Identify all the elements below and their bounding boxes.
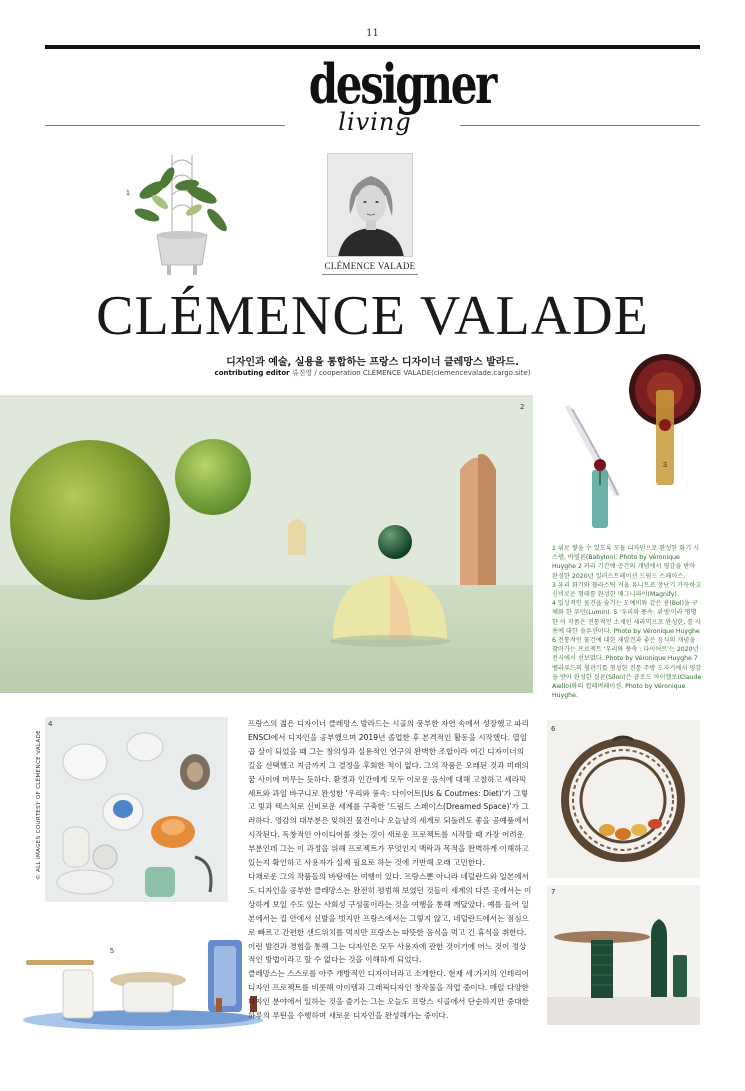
- portrait-caption-rule: [322, 274, 418, 275]
- dreamed-space-illustration: [0, 395, 533, 693]
- body-paragraph-2: 다채로운 그의 작품들의 바탕에는 여행이 있다. 프랑스뿐 아니라 네덜란드와 일본에서도 디자인을 공부한 클레망스는 완전히 평범해 보였던 것들이 세계의 다른 곳에서는 이상하게 보일 수도 있는 사회성 구성물이라는 것을 여행을 통해 깨달았다. 예를 들어 일본에서는 집 안에서 신발을 벗지만 프랑스에서는 그렇지 않고, 네덜란드에서는 점심으로 빠르고 간편한 샌드위치를 먹지만 프랑스는 따뜻한 음식을 먹고 긴 휴식을 취한다. 이런 발견과 경험을 통해 그는 디자인은 모두 사용자에 관한 것이기에 어느 것이 정상적인 방법이라고 할 수 없다는 것을 이해하게 되었다.: [248, 871, 532, 965]
- kitchenware-illustration: [547, 885, 700, 1025]
- figure-number-2: 2: [520, 403, 525, 411]
- designer-portrait-photo: [327, 153, 413, 257]
- figure-number-7: 7: [551, 888, 556, 896]
- caption-para-3: 4 일상적인 물건을 숨기는 도예비와 같은 용(Bol)을 구체화 한 루민(Lumin). 5 '우리와 풍속: 위생'이라 명명한 이 작품은 전통적인 소재인 세라믹으로 완성한, 를 사용에 대한 솔루션이다. Photo by Véronique Huyghe 6 전통적인 물건에 대한 재발견과 좋은 음식의 개념을 찾아가는 프로젝트 '우리와 풍속 : 다이어트'는 2020년 전시에서 선보였다. Photo by Véronique Huyghe 7 벨라루드의 혈관기를 형성한 전통 주방 도자기에서 영감을 받아 완성한 실론(Silon)은 클로드 아이엘로(Claude Aiello)와의 컬래버레이션. Photo by Véronique Huyghe.: [552, 600, 702, 700]
- figure-number-5: 5: [110, 948, 114, 955]
- article-subtitle: 디자인과 예술, 실용을 통합하는 프랑스 디자이너 클레망스 발라드.: [226, 357, 519, 368]
- magnify-vase-image: [560, 345, 710, 535]
- article-title: CLÉMENCE VALADE: [96, 285, 649, 347]
- figure-number-1: 1: [126, 190, 130, 197]
- page-number: 11: [366, 28, 379, 39]
- body-paragraph-1: 프랑스의 젊은 디자이너 클레망스 발라드는 시골의 풍부한 자연 속에서 성장했고 파리 ENSCI에서 디자인을 공부했으며 2019년 졸업한 후 본격적인 활동을 시작했다. 열일곱 살이 되었을 때 그는 창의성과 실용적인 연구의 완벽한 조합이라 여긴 디자이너의 길을 선택했고 지금까지 그 결정을 후회한 적이 없다. 그의 작품은 오래된 것과 미래의 꿈 사이에 머무는 듯하다. 환경과 인간에게 모두 이로운 음식에 대해 고찰하고 세라믹 세트와 과일 바구니로 완성한 '우리와 풍속: 다이어트(Us & Coutmes: Diet)'가 그렇고 빛과 텍스처로 신비로운 세계를 구축한 '드림드 스페이스(Dreamed Space)'가 그러하다. 영감의 대부분은 잊혀진 물건이나 오늘날의 세계로 되돌려도 좋을 공예품에서 시작된다. 독창적인 아이디어를 찾는 것이 새로운 프로젝트를 시작할 때 가장 어려운 부분인데 그는 이 과정을 위해 프로젝트가 무엇인지 맥락과 목적을 완벽하게 이해하고 있는지 확인하고 사용자가 실제 필요로 하는 것에 기반해 오래 고민한다.: [248, 719, 529, 868]
- dreamed-space-scene: [0, 395, 533, 693]
- figure-captions: [552, 544, 702, 700]
- figure-number-3: 3: [663, 462, 667, 469]
- section-logo-main: designer: [308, 52, 496, 116]
- lumin-ceramics-image: [45, 717, 228, 902]
- article-body: [248, 717, 533, 1023]
- ceramics-collage: [45, 717, 228, 902]
- us-and-coutumes-hygiene-image: [18, 930, 268, 1030]
- plant-pot-image: [122, 150, 232, 280]
- top-rule: [45, 45, 700, 49]
- figure-number-4: 4: [48, 720, 53, 728]
- section-logo-sub: living: [338, 108, 412, 136]
- figure-number-6: 6: [551, 725, 556, 733]
- credit-editor-name: 류진영 / cooperation CLÉMENCE VALADE(clemencevalade.cargo.site): [291, 369, 531, 377]
- logo-divider-right: [460, 125, 700, 126]
- silon-kitchenware-image: [547, 885, 700, 1025]
- logo-divider-left: [45, 125, 285, 126]
- credit-editor-label: contributing editor: [214, 369, 290, 377]
- portrait-illustration: [328, 154, 413, 257]
- caption-para-1: 1 위로 쌓을 수 있도록 모듈 디자인으로 완성한 화기 시스템, 바빌론(Babylon). Photo by Véronique Huyghe 2 과리 기간에 공간의 개념에서 영감을 받아 완성한 2020년 일러스트레이션 드림드 스페이스.: [552, 545, 700, 580]
- body-paragraph-3: 클레망스는 스스로를 아주 개방적인 디자이너라고 소개한다. 현재 세 가지의 인테리어디자인 프로젝트를 비롯해 아이템과 그래픽디자인 창작물을 작업 중이다. 매일 다양한 디자인 분야에서 일하는 것을 즐기는 그는 오늘도 프랑스 시골에서 단순하지만 중대한 하루의 루틴을 수행하며 새로운 디자인을 완성해가는 중이다.: [248, 969, 529, 1021]
- image-credit-vertical: © ALL IMAGES COURTESY OF CLÉMENCE VALADE: [36, 729, 42, 880]
- caption-para-2: 3 유리 화기와 플라스틱 거울 유니트로 장난기 가득하고 신비로운 형태를 완성한 매그니파이(Magnify).: [552, 581, 702, 599]
- fruit-basket-image: [547, 720, 700, 878]
- portrait-caption: CLÉMENCE VALADE: [324, 261, 416, 271]
- basket-illustration: [547, 720, 700, 878]
